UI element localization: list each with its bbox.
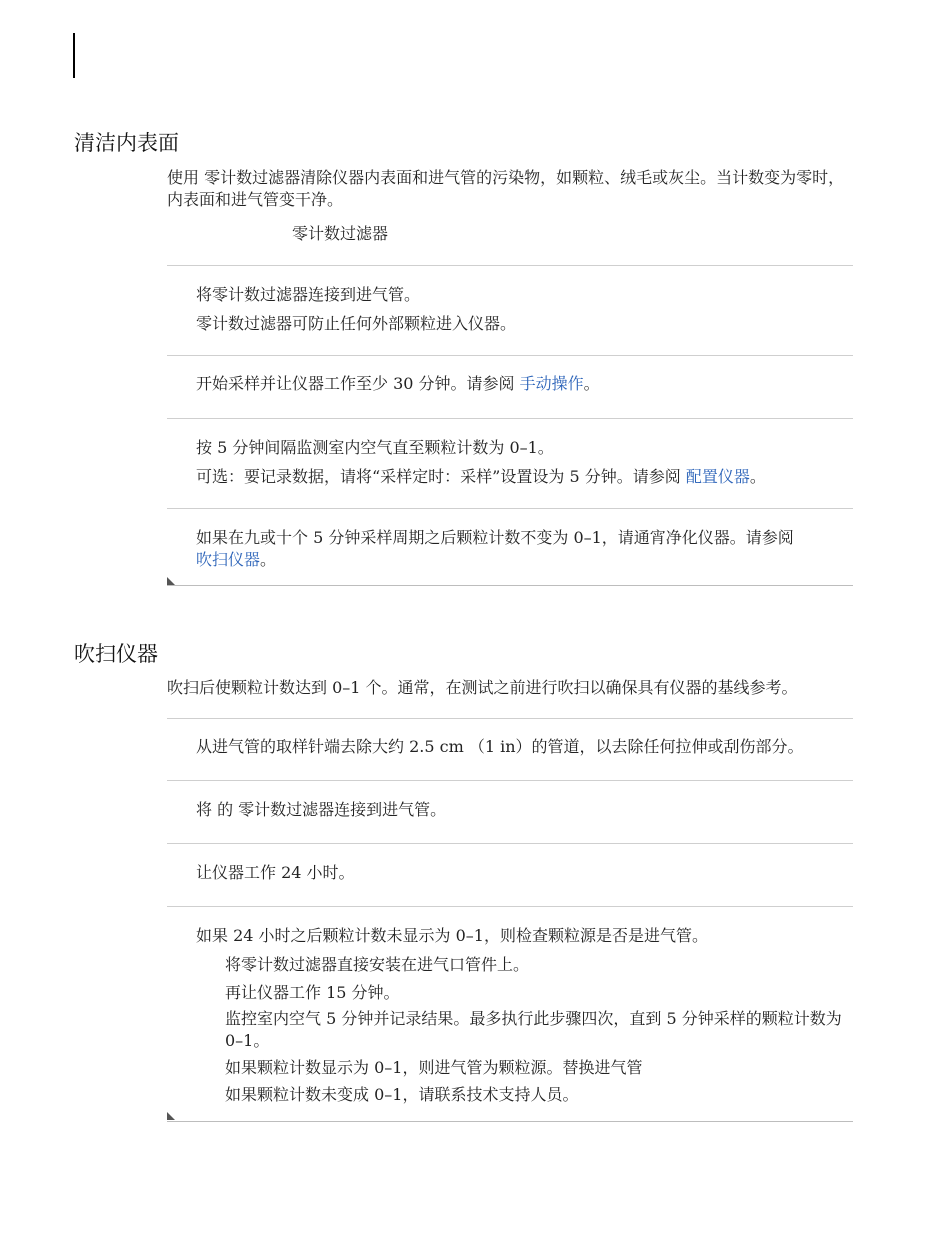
procedure-end-marker bbox=[167, 577, 175, 585]
step-divider bbox=[167, 508, 853, 509]
step-divider bbox=[167, 418, 853, 419]
step-text: 按 5 分钟间隔监测室内空气直至颗粒计数为 0–1。 bbox=[196, 438, 554, 457]
step-text: 开始采样并让仪器工作至少 30 分钟。请参阅 手动操作。 bbox=[196, 374, 600, 393]
sub-step: 将零计数过滤器直接安装在进气口管件上。 bbox=[225, 955, 530, 974]
step-text: 如果 24 小时之后颗粒计数未显示为 0–1，则检查颗粒源是否是进气管。 bbox=[196, 926, 708, 945]
page-margin-marker bbox=[73, 33, 75, 78]
purge-instrument-link[interactable]: 吹扫仪器 bbox=[196, 550, 261, 569]
manual-operation-link[interactable]: 手动操作 bbox=[519, 374, 584, 393]
figure-label: 零计数过滤器 bbox=[292, 224, 389, 243]
step-text: 将零计数过滤器连接到进气管。 bbox=[196, 285, 421, 304]
configure-instrument-link[interactable]: 配置仪器 bbox=[685, 467, 750, 486]
step-divider bbox=[167, 718, 853, 719]
section-intro: 使用 零计数过滤器清除仪器内表面和进气管的污染物，如颗粒、绒毛或灰尘。当计数变为零时，内表面和进气管变干净。 bbox=[167, 168, 845, 209]
step-text: 从进气管的取样针端去除大约 2.5 cm （1 in）的管道，以去除任何拉伸或刮伤部分。 bbox=[196, 737, 804, 756]
step-text: 让仪器工作 24 小时。 bbox=[196, 863, 355, 882]
step-divider bbox=[167, 355, 853, 356]
procedure-end-rule bbox=[167, 1121, 853, 1122]
step-note: 可选：要记录数据，请将“采样定时：采样”设置设为 5 分钟。请参阅 配置仪器。 bbox=[196, 467, 766, 486]
step-text: 将 的 零计数过滤器连接到进气管。 bbox=[196, 800, 447, 819]
step-divider bbox=[167, 265, 853, 266]
sub-step: 监控室内空气 5 分钟并记录结果。最多执行此步骤四次，直到 5 分钟采样的颗粒计数为 0–1。 bbox=[225, 1009, 842, 1050]
section-intro: 吹扫后使颗粒计数达到 0–1 个。通常，在测试之前进行吹扫以确保具有仪器的基线参考。 bbox=[167, 678, 798, 697]
sub-step: 再让仪器工作 15 分钟。 bbox=[225, 983, 400, 1002]
step-divider bbox=[167, 906, 853, 907]
step-text: 如果在九或十个 5 分钟采样周期之后颗粒计数不变为 0–1，请通宵净化仪器。请参阅 吹扫仪器。 bbox=[196, 528, 794, 569]
step-divider bbox=[167, 843, 853, 844]
procedure-end-marker bbox=[167, 1112, 175, 1120]
step-divider bbox=[167, 780, 853, 781]
sub-step: 如果颗粒计数未变成 0–1，请联系技术支持人员。 bbox=[225, 1085, 579, 1104]
step-note: 零计数过滤器可防止任何外部颗粒进入仪器。 bbox=[196, 314, 517, 333]
procedure-end-rule bbox=[167, 585, 853, 586]
sub-step: 如果颗粒计数显示为 0–1，则进气管为颗粒源。替换进气管 bbox=[225, 1058, 643, 1077]
section-title-clean-surfaces: 清洁内表面 bbox=[74, 131, 179, 155]
section-title-purge: 吹扫仪器 bbox=[74, 642, 158, 666]
